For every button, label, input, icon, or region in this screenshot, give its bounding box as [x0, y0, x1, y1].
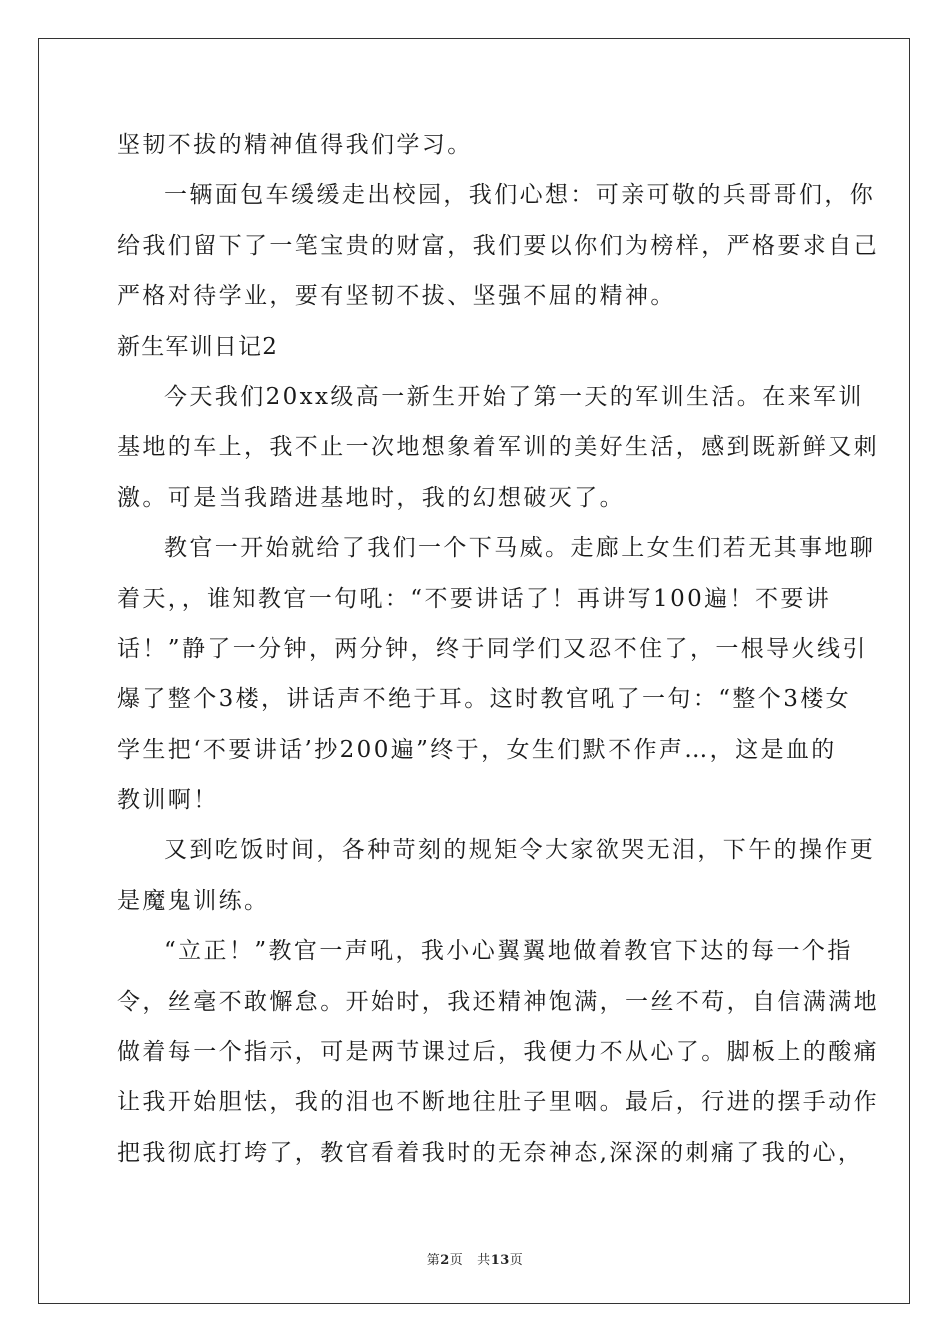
section-heading: 新生军训日记2 [117, 333, 279, 360]
text-line: 是魔鬼训练。 [117, 887, 270, 914]
total-page-count: 13 [490, 1253, 510, 1268]
paragraph-start-line: 又到吃饭时间，各种苛刻的规矩令大家欲哭无泪，下午的操作更 [164, 837, 876, 864]
text-line: 基地的车上，我不止一次地想象着军训的美好生活，感到既新鲜又刺 [117, 434, 879, 461]
text-line: 教训啊！ [117, 787, 219, 814]
text-line: 激。可是当我踏进基地时，我的幻想破灭了。 [117, 484, 625, 511]
page-number-prefix: 第 [426, 1253, 441, 1268]
text-line: 严格对待学业，要有坚韧不拔、坚强不屈的精神。 [117, 283, 676, 310]
page-footer [0, 1249, 950, 1268]
paragraph-start-line: 一辆面包车缓缓走出校园，我们心想：可亲可敬的兵哥哥们，你 [164, 182, 876, 209]
total-pages-suffix: 页 [509, 1253, 524, 1268]
total-pages-prefix: 共 [477, 1253, 491, 1268]
current-page-number: 2 [440, 1253, 450, 1268]
text-line: 爆了整个3楼，讲话声不绝于耳。这时教官吼了一句：“整个3楼女 [117, 686, 852, 713]
text-line: 着天，，谁知教官一句吼：“不要讲话了！再讲写100遍！不要讲 [117, 585, 832, 612]
text-line: 给我们留下了一笔宝贵的财富，我们要以你们为榜样，严格要求自己 [117, 232, 879, 259]
paragraph-start-line: 教官一开始就给了我们一个下马威。走廊上女生们若无其事地聊 [164, 535, 876, 562]
paragraph-start-line: 今天我们20xx级高一新生开始了第一天的军训生活。在来军训 [164, 383, 864, 410]
text-line: 做着每一个指示，可是两节课过后，我便力不从心了。脚板上的酸痛 [117, 1039, 879, 1066]
paragraph-start-line: “立正！”教官一声吼，我小心翼翼地做着教官下达的每一个指 [164, 938, 853, 965]
page-number-suffix: 页 [449, 1253, 464, 1268]
document-body [117, 120, 879, 1178]
text-line: 话！”静了一分钟，两分钟，终于同学们又忍不住了，一根导火线引 [117, 635, 868, 662]
text-line: 坚韧不拔的精神值得我们学习。 [117, 132, 473, 158]
text-line: 让我开始胆怯，我的泪也不断地往肚子里咽。最后，行进的摆手动作 [117, 1089, 879, 1116]
text-line: 学生把‘不要讲话’抄200遍”终于，女生们默不作声…，这是血的 [117, 736, 837, 763]
text-line: 令，丝毫不敢懈怠。开始时，我还精神饱满，一丝不苟，自信满满地 [117, 988, 879, 1015]
text-line: 把我彻底打垮了，教官看着我时的无奈神态,深深的刺痛了我的心， [117, 1139, 864, 1166]
